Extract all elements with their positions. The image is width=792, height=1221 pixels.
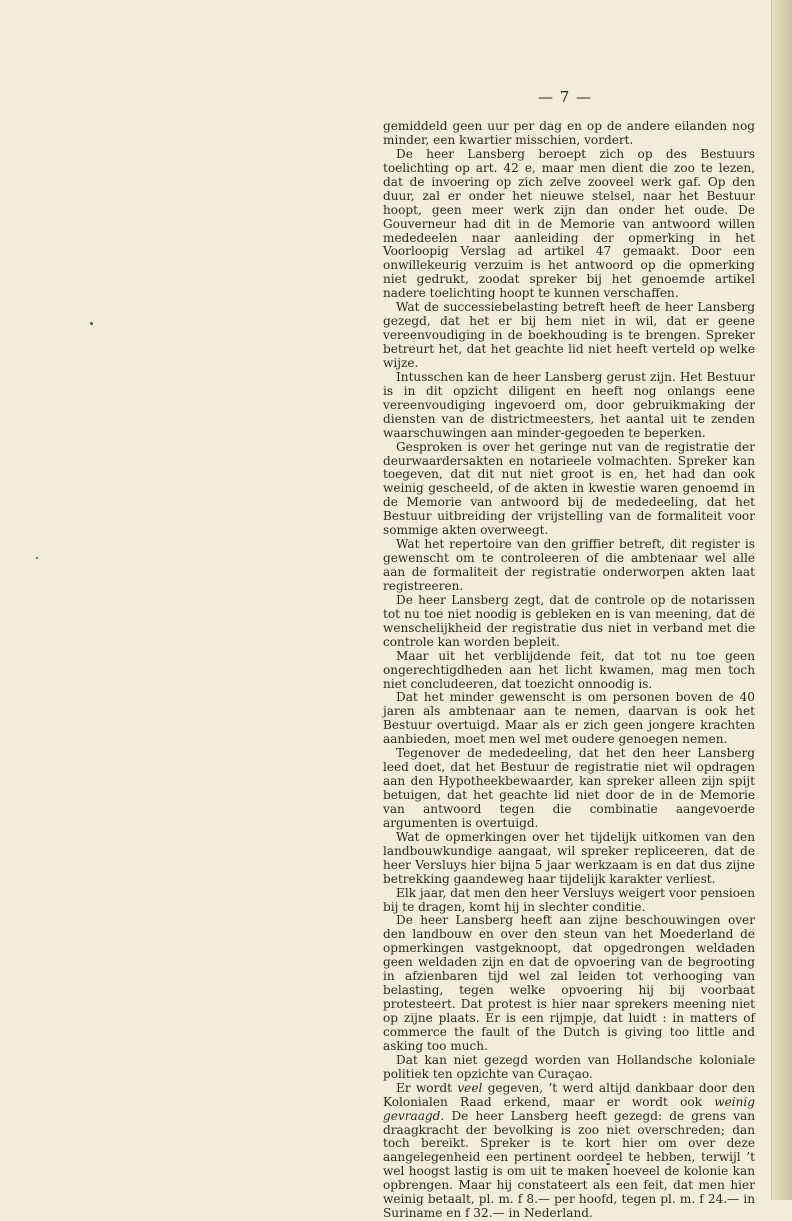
paragraph: De heer Lansberg zegt, dat de controle op de notarissen tot nu toe niet noodig is gebleken en is van meening, dat de wenschelijkheid der registratie dus niet in verband met die controle kan worden bepleit.: [383, 592, 755, 649]
italic-text: veel: [457, 1080, 483, 1095]
paper-speck: [36, 557, 38, 559]
paragraph-last: [383, 1082, 755, 1221]
page-number: — 7 —: [537, 88, 593, 106]
paragraph: De heer Lansberg beroept zich op des Bestuurs toelichting op art. 42 e, maar men dient die zoo te lezen, dat de invoering op zich zelve zooveel werk gaf. Op den duur, zal er onder het nieuwe stelsel, naar het Bestuur hoopt, geen meer werk zijn dan onder het oude. De Gouverneur had dit in de Memorie van antwoord willen mededeelen naar aanleiding der opmerking in het Voorloopig Verslag ad artikel 47 gemaakt. Door een onwillekeurig verzuim is het antwoord op die opmerking niet gedrukt, zoodat spreker bij het genoemde artikel nadere toelichting hoopt te kunnen verschaffen.: [383, 146, 755, 301]
paragraph: Tegenover de mededeeling, dat het den heer Lansberg leed doet, dat het Bestuur de registratie niet wil opdragen aan den Hypotheekbewaarder, kan spreker alleen zijn spijt betuigen, dat het geachte lid niet door de in de Memorie van antwoord tegen die combinatie aangevoerde argumenten is overtuigd.: [383, 746, 755, 830]
text-run: De heer Lansberg heeft gezegd: de grens van draagkracht der bevolking is zoo niet overschreden; dan toch bereikt. Spreker is te kort hier om over deze aangelegenheid een pertinent oordeel te hebben, terwijl ’t wel hoogst lastig is om uit te maken hoeveel de kolonie kan opbrengen. Maar hij constateert als een feit, dat men hier weinig betaalt, pl. m. f 8.— per hoofd, tegen pl. m. f 24.— in Suriname en f 32.— in Nederland.: [383, 1108, 755, 1221]
paragraph: Dat kan niet gezegd worden van Hollandsche koloniale politiek ten opzichte van Curaçao.: [383, 1052, 755, 1081]
text-run: gegeven, ’t werd altijd dankbaar door den Kolonialen Raad erkend, maar er wordt ook: [383, 1080, 755, 1109]
paragraph: Wat het repertoire van den griffier betreft, dit register is gewenscht om te controleeren of die ambtenaar wel alle aan de formaliteit der registratie onderworpen akten laat registreeren.: [383, 537, 755, 593]
paragraph: Dat het minder gewenscht is om personen boven de 40 jaren als ambtenaar aan te nemen, daarvan is ook het Bestuur overtuigd. Maar als er zich geen jongere krachten aanbieden, moet men wel met oudere genoegen nemen.: [383, 690, 755, 747]
paragraph: Wat de successiebelasting betreft heeft de heer Lansberg gezegd, dat het er bij hem niet in wil, dat er geene vereenvoudiging in de boekhouding is te brengen. Spreker betreurt het, dat het geachte lid niet heeft verteld op welke wijze.: [383, 300, 755, 370]
paragraph: De heer Lansberg heeft aan zijne beschouwingen over den landbouw en over den steun van het Moederland de opmerkingen vastgeknoopt, dat opgedrongen weldaden geen weldaden zijn en dat de opvoering van de begrooting in afzienbaren tijd wel zal leiden tot verhooging van belasting, tegen welke opvoering hij bij voorbaat protesteert. Dat protest is hier naar sprekers meening niet op zijne plaats. Er is een rijmpje, dat luidt : in matters of commerce the fault of the Dutch is giving too little and asking too much.: [383, 913, 755, 1053]
paragraph: Intusschen kan de heer Lansberg gerust zijn. Het Bestuur is in dit opzicht diligent en heeft nog onlangs eene vereenvoudiging ingevoerd om, door gebruikmaking der diensten van de districtmeesters, het aantal uit te zenden waarschuwingen aan minder-gegoeden te beperken.: [383, 369, 755, 440]
paragraph: Maar uit het verblijdende feit, dat tot nu toe geen ongerechtigdheden aan het licht kwamen, mag men toch niet concludeeren, dat toezicht onnoodig is.: [383, 648, 755, 691]
text-run: Er wordt: [396, 1080, 458, 1095]
paragraph: Gesproken is over het geringe nut van de registratie der deurwaardersakten en notarieele volmachten. Spreker kan toegeven, dat dit nut niet groot is en, het had dan ook weinig gescheeld, of de akten in kwestie waren genoemd in de Memorie van antwoord bij de mededeeling, dat het Bestuur uitbreiding der vrijstelling van de formaliteit voor sommige akten overweegt.: [383, 439, 755, 538]
text-column: [383, 120, 755, 1221]
page-edge: [772, 0, 792, 1200]
paragraph: Wat de opmerkingen over het tijdelijk uitkomen van den landbouwkundige aangaat, wil spreker repliceeren, dat de heer Versluys hier bijna 5 jaar werkzaam is en dat dus zijne betrekking gaandeweg haar tijdelijk karakter verliest.: [383, 829, 755, 886]
paragraph: gemiddeld geen uur per dag en op de andere eilanden nog minder, een kwartier misschien, vordert.: [383, 119, 755, 147]
paragraph: Elk jaar, dat men den heer Versluys weigert voor pensioen bij te dragen, komt hij in slechter conditie.: [383, 885, 755, 914]
italic-text: weinig gevraagd.: [383, 1094, 755, 1123]
paper-speck: [90, 322, 93, 325]
